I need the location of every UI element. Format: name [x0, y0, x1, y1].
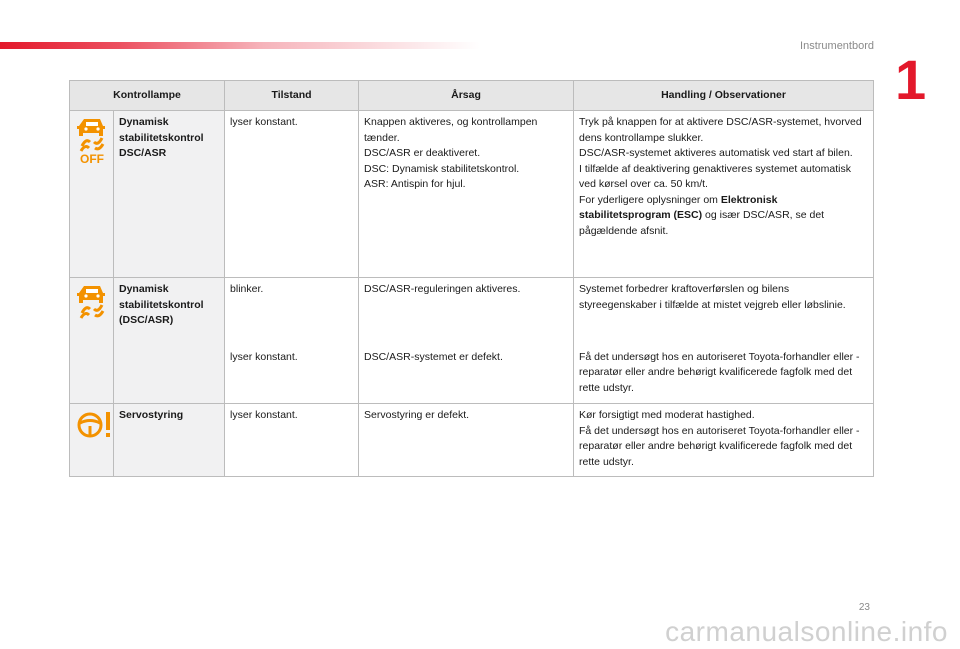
lamp-icon-cell	[70, 404, 114, 477]
lamp-name: Servostyring	[114, 404, 225, 477]
lamp-action	[574, 404, 874, 477]
skid-warning-icon	[75, 282, 109, 322]
svg-text:OFF: OFF	[80, 152, 104, 165]
page-number: 23	[858, 602, 870, 613]
lamp-name: Dynamisk stabilitetskontrol (DSC/ASR)	[114, 278, 225, 404]
action-reference-suffix: og især DSC/ASR, se det pågældende afsnit.	[579, 209, 825, 237]
column-header-arsag: Årsag	[359, 81, 574, 111]
header-accent-bar	[0, 42, 480, 49]
action-reference-prefix: For yderligere oplysninger om	[579, 193, 721, 206]
cause-line: ASR: Antispin for hjul.	[364, 178, 466, 190]
lamp-cause	[359, 111, 574, 278]
lamp-icon-cell	[70, 111, 114, 278]
table-row	[70, 111, 874, 278]
lamp-cause: DSC/ASR-reguleringen aktiveres.	[359, 278, 574, 346]
column-header-tilstand: Tilstand	[225, 81, 359, 111]
lamp-cause: Servostyring er defekt.	[359, 404, 574, 477]
action-line: Kør forsigtigt med moderat hastighed.	[579, 409, 755, 421]
table-row	[70, 404, 874, 477]
table-header-row	[70, 81, 874, 111]
lamp-action: Få det undersøgt hos en autoriseret Toyota-forhandler eller -reparatør eller andre behørigt kvalificerede fagfolk med det rette udstyr.	[574, 346, 874, 404]
warning-lamp-table	[69, 80, 874, 477]
column-header-handling: Handling / Observationer	[574, 81, 874, 111]
action-line: Få det undersøgt hos en autoriseret Toyota-forhandler eller -reparatør eller andre behørigt kvalificerede fagfolk med det rette udstyr.	[579, 424, 860, 468]
action-line: DSC/ASR-systemet aktiveres automatisk ved start af bilen.	[579, 147, 853, 159]
cause-line: Knappen aktiveres, og kontrollampen tænder.	[364, 116, 538, 144]
action-line: I tilfælde af deaktivering genaktiveres systemet automatisk ved kørsel over ca. 50 km/t.	[579, 162, 851, 190]
cause-line: DSC: Dynamisk stabilitetskontrol.	[364, 162, 520, 175]
lamp-state: lyser konstant.	[225, 111, 359, 278]
lamp-name: Dynamisk stabilitetskontrol DSC/ASR	[114, 111, 225, 278]
lamp-state: blinker.	[225, 278, 359, 346]
table-row	[70, 278, 874, 346]
watermark: carmanualsonline.info	[665, 616, 948, 647]
cause-line: DSC/ASR er deaktiveret.	[364, 147, 481, 159]
section-title: Instrumentbord	[800, 40, 874, 52]
action-reference-link: Elektronisk stabilitetsprogram (ESC)	[579, 193, 778, 221]
lamp-cause: DSC/ASR-systemet er defekt.	[359, 346, 574, 404]
steering-warning-icon	[75, 408, 115, 442]
lamp-state: lyser konstant.	[225, 404, 359, 477]
chapter-number: 1	[895, 48, 927, 111]
action-line: Tryk på knappen for at aktivere DSC/ASR-systemet, hvorved dens kontrollampe slukker.	[579, 116, 862, 144]
lamp-state: lyser konstant.	[225, 346, 359, 404]
lamp-action: Systemet forbedrer kraftoverførslen og bilens styreegenskaber i tilfælde at mistet vejgreb eller løbslinie.	[574, 278, 874, 346]
lamp-icon-cell	[70, 278, 114, 404]
lamp-action	[574, 111, 874, 278]
action-reference	[579, 193, 868, 240]
skid-off-warning-icon	[75, 115, 109, 165]
column-header-kontrollampe: Kontrollampe	[70, 81, 225, 111]
